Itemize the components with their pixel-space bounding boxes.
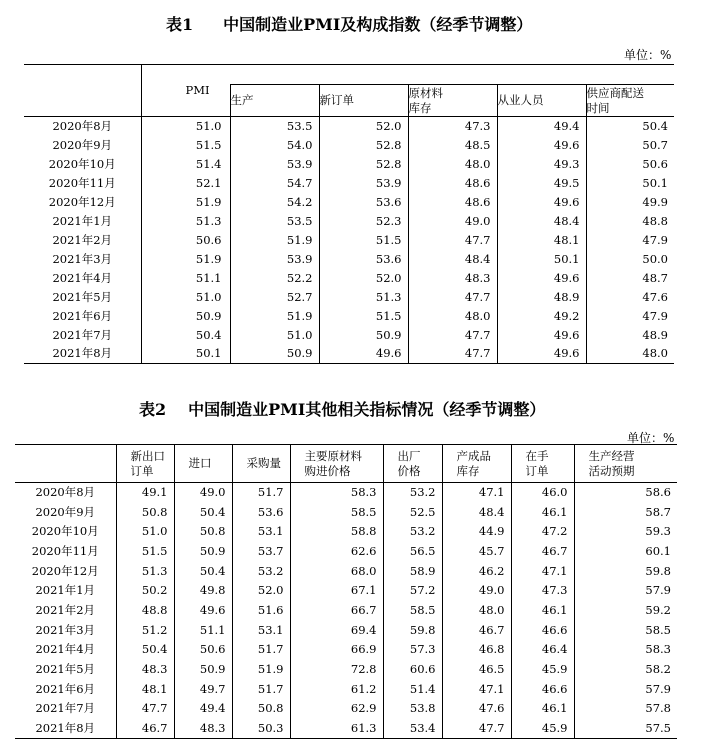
table-row (24, 326, 674, 345)
table-cell: 50.8 (174, 522, 232, 542)
table-cell: 53.5 (230, 117, 319, 136)
table-cell: 46.6 (511, 679, 574, 699)
table1-header-row-top (24, 65, 674, 85)
table-cell: 51.7 (232, 483, 290, 503)
column-header-line: 进口 (188, 456, 212, 470)
table-cell: 48.3 (116, 660, 174, 680)
table-cell: 51.3 (141, 212, 230, 231)
table-cell: 51.7 (232, 679, 290, 699)
table-cell: 52.1 (141, 174, 230, 193)
table-row (15, 581, 677, 601)
table-cell: 47.1 (442, 679, 511, 699)
table-cell: 50.8 (232, 699, 290, 719)
row-label: 2020年11月 (31, 543, 99, 558)
table-cell: 50.4 (141, 326, 230, 345)
row-label: 2021年4月 (52, 270, 113, 285)
column-header-line: 供应商配送 (586, 85, 644, 100)
table-cell: 53.2 (383, 483, 442, 503)
table-cell: 48.4 (442, 502, 511, 522)
table-cell: 49.7 (174, 679, 232, 699)
table-cell: 51.0 (230, 326, 319, 345)
table-cell: 47.1 (442, 483, 511, 503)
column-header-line: 时间 (586, 100, 610, 115)
table-cell: 47.7 (408, 288, 497, 307)
table-cell: 58.5 (383, 601, 442, 621)
table-cell: 53.8 (383, 699, 442, 719)
table-cell: 50.0 (586, 250, 674, 269)
table-cell: 48.6 (408, 174, 497, 193)
table-cell: 48.9 (497, 288, 586, 307)
table-cell: 61.2 (290, 679, 383, 699)
table2-title-text: 中国制造业PMI其他相关指标情况（经季节调整） (188, 400, 546, 419)
table-cell: 47.9 (586, 307, 674, 326)
table-row (24, 193, 674, 212)
column-header-line: 产成品 (456, 448, 491, 463)
table-cell: 47.3 (408, 117, 497, 136)
table-row (24, 288, 674, 307)
column-header (574, 445, 677, 483)
table-cell: 51.9 (230, 231, 319, 250)
table-cell: 50.9 (319, 326, 408, 345)
table-cell: 58.8 (290, 522, 383, 542)
table-cell: 48.8 (586, 212, 674, 231)
table-cell: 49.6 (174, 601, 232, 621)
table-cell: 46.7 (511, 542, 574, 562)
table-cell: 51.3 (319, 288, 408, 307)
column-header (383, 445, 442, 483)
table-row (15, 660, 677, 680)
table-cell: 50.9 (141, 307, 230, 326)
table-cell: 47.6 (586, 288, 674, 307)
column-header (230, 85, 319, 117)
table-cell: 51.9 (230, 307, 319, 326)
table-cell: 52.2 (230, 269, 319, 288)
table-cell: 52.7 (230, 288, 319, 307)
table-cell: 52.8 (319, 155, 408, 174)
table-cell: 52.8 (319, 136, 408, 155)
table-cell: 50.9 (174, 542, 232, 562)
row-label: 2021年7月 (35, 701, 96, 716)
column-header-line: 新出口 (130, 448, 165, 463)
table-cell: 48.4 (408, 250, 497, 269)
row-label: 2021年6月 (35, 681, 96, 696)
column-header-line: 主要原材料 (304, 448, 362, 463)
table-cell: 48.0 (586, 345, 674, 364)
table-cell: 51.4 (383, 679, 442, 699)
table-row (24, 136, 674, 155)
table-cell: 52.3 (319, 212, 408, 231)
table-cell: 52.0 (232, 581, 290, 601)
table-cell: 49.6 (497, 345, 586, 364)
column-header-line: 订单 (130, 463, 154, 478)
table-cell: 66.9 (290, 640, 383, 660)
table-cell: 58.5 (290, 502, 383, 522)
row-label: 2020年8月 (24, 117, 141, 136)
table-cell: 49.9 (586, 193, 674, 212)
table-row (24, 174, 674, 193)
table-cell: 51.1 (174, 620, 232, 640)
column-header-line: 库存 (456, 463, 480, 478)
table-cell: 48.0 (408, 307, 497, 326)
column-header-line: 库存 (408, 100, 432, 115)
table-cell: 46.4 (511, 640, 574, 660)
table-cell: 46.1 (511, 601, 574, 621)
table-cell: 58.3 (290, 483, 383, 503)
table-cell: 48.3 (408, 269, 497, 288)
table-cell: 46.2 (442, 561, 511, 581)
table-cell: 50.9 (174, 660, 232, 680)
table-cell: 51.9 (141, 250, 230, 269)
table-row (15, 483, 677, 503)
table-row (15, 640, 677, 660)
table-cell: 59.2 (574, 601, 677, 621)
table-cell: 51.0 (141, 117, 230, 136)
row-label: 2020年9月 (52, 137, 113, 152)
table-cell: 45.7 (442, 542, 511, 562)
table-cell: 47.3 (511, 581, 574, 601)
table-cell: 48.0 (442, 601, 511, 621)
table-cell: 49.6 (497, 136, 586, 155)
row-label: 2020年10月 (31, 524, 99, 539)
column-header-line: PMI (185, 83, 210, 97)
table1-title-number: 表1 (166, 15, 194, 34)
table-cell: 53.6 (319, 193, 408, 212)
table-cell: 59.8 (574, 561, 677, 581)
table-cell: 53.1 (232, 620, 290, 640)
row-label: 2020年12月 (48, 194, 116, 209)
row-label: 2021年7月 (52, 327, 113, 342)
row-label: 2021年2月 (35, 602, 96, 617)
table-cell: 46.6 (511, 620, 574, 640)
table-cell: 50.4 (586, 117, 674, 136)
column-header-line: 从业人员 (497, 93, 544, 107)
table-cell: 49.1 (116, 483, 174, 503)
table-cell: 53.2 (232, 561, 290, 581)
table-cell: 50.4 (116, 640, 174, 660)
column-header (586, 85, 674, 117)
column-header (116, 445, 174, 483)
table-cell: 50.6 (174, 640, 232, 660)
table-cell: 57.8 (574, 699, 677, 719)
row-label: 2020年8月 (15, 483, 116, 503)
table-cell: 69.4 (290, 620, 383, 640)
table-row (24, 307, 674, 326)
row-label: 2021年6月 (52, 308, 113, 323)
column-header-line: 订单 (525, 463, 549, 478)
table-cell: 51.9 (141, 193, 230, 212)
row-label: 2021年1月 (52, 213, 113, 228)
table2-header-row (15, 445, 677, 483)
row-label: 2021年1月 (35, 583, 96, 598)
table-cell: 50.4 (174, 502, 232, 522)
table-cell: 50.4 (174, 561, 232, 581)
table-cell: 51.5 (116, 542, 174, 562)
table-cell: 50.3 (232, 719, 290, 739)
column-header-line: 采购量 (246, 456, 281, 470)
table-cell: 53.1 (232, 522, 290, 542)
table-cell: 59.8 (383, 620, 442, 640)
table-cell: 51.4 (141, 155, 230, 174)
table-cell: 51.6 (232, 601, 290, 621)
column-header (442, 445, 511, 483)
table-cell: 72.8 (290, 660, 383, 680)
table-cell: 57.2 (383, 581, 442, 601)
column-header (232, 445, 290, 483)
row-label: 2021年8月 (15, 719, 116, 739)
table-cell: 56.5 (383, 542, 442, 562)
column-header (511, 445, 574, 483)
table-cell: 49.6 (497, 269, 586, 288)
table-cell: 49.6 (497, 193, 586, 212)
table-cell: 49.4 (497, 117, 586, 136)
table-cell: 44.9 (442, 522, 511, 542)
table-cell: 50.1 (586, 174, 674, 193)
column-header-line: 生产 (230, 93, 254, 107)
table-row (15, 601, 677, 621)
column-header-line: 在手 (525, 448, 549, 463)
table-cell: 58.3 (574, 640, 677, 660)
table-cell: 46.7 (116, 719, 174, 739)
table-cell: 49.4 (174, 699, 232, 719)
table-cell: 60.6 (383, 660, 442, 680)
table-row (24, 269, 674, 288)
table-cell: 50.1 (497, 250, 586, 269)
column-header-line: 生产经营 (588, 448, 635, 463)
table-cell: 52.0 (319, 117, 408, 136)
table-cell: 59.3 (574, 522, 677, 542)
table-cell: 60.1 (574, 542, 677, 562)
table-cell: 50.9 (230, 345, 319, 364)
table-cell: 66.7 (290, 601, 383, 621)
table-cell: 49.0 (442, 581, 511, 601)
table1 (24, 64, 674, 364)
table-cell: 50.6 (141, 231, 230, 250)
table-cell: 49.6 (319, 345, 408, 364)
table-row (15, 699, 677, 719)
table-cell: 50.2 (116, 581, 174, 601)
table-cell: 46.1 (511, 502, 574, 522)
table-row (24, 117, 674, 136)
table-cell: 48.3 (174, 719, 232, 739)
table-cell: 51.9 (232, 660, 290, 680)
table-cell: 45.9 (511, 719, 574, 739)
table-cell: 47.6 (442, 699, 511, 719)
table-cell: 58.7 (574, 502, 677, 522)
table-cell: 51.7 (232, 640, 290, 660)
table-row (24, 250, 674, 269)
table-cell: 68.0 (290, 561, 383, 581)
table-cell: 57.9 (574, 679, 677, 699)
row-label: 2021年5月 (35, 662, 96, 677)
table-cell: 49.3 (497, 155, 586, 174)
column-header-line: 活动预期 (588, 463, 635, 478)
row-label: 2020年12月 (31, 563, 99, 578)
table-row (15, 679, 677, 699)
table-cell: 51.5 (319, 307, 408, 326)
table-cell: 53.2 (383, 522, 442, 542)
table-cell: 54.2 (230, 193, 319, 212)
column-header (290, 445, 383, 483)
table-cell: 51.2 (116, 620, 174, 640)
table-row (15, 719, 677, 739)
table-cell: 50.1 (141, 345, 230, 364)
table-cell: 62.6 (290, 542, 383, 562)
row-label: 2021年3月 (52, 251, 113, 266)
table-cell: 62.9 (290, 699, 383, 719)
table-cell: 52.5 (383, 502, 442, 522)
table-cell: 46.5 (442, 660, 511, 680)
table-cell: 58.6 (574, 483, 677, 503)
table-cell: 51.0 (116, 522, 174, 542)
header-corner (15, 445, 116, 483)
table-cell: 49.0 (408, 212, 497, 231)
table-cell: 58.5 (574, 620, 677, 640)
table-cell: 67.1 (290, 581, 383, 601)
column-header-line: 新订单 (319, 93, 354, 107)
table-cell: 53.9 (230, 155, 319, 174)
column-header (497, 85, 586, 117)
table-cell: 51.5 (319, 231, 408, 250)
table-cell: 50.7 (586, 136, 674, 155)
table-cell: 48.5 (408, 136, 497, 155)
column-header-line: 价格 (397, 463, 421, 478)
row-label: 2021年2月 (52, 232, 113, 247)
table-cell: 46.7 (442, 620, 511, 640)
table-row (24, 155, 674, 174)
table-cell: 53.5 (230, 212, 319, 231)
row-label: 2021年8月 (24, 345, 141, 364)
table-cell: 46.8 (442, 640, 511, 660)
table-cell: 48.4 (497, 212, 586, 231)
table-cell: 51.1 (141, 269, 230, 288)
table2-title-number: 表2 (139, 400, 167, 419)
table-cell: 48.7 (586, 269, 674, 288)
table-cell: 46.1 (511, 699, 574, 719)
table-row (15, 620, 677, 640)
table-cell: 61.3 (290, 719, 383, 739)
row-label: 2021年4月 (35, 642, 96, 657)
table2 (15, 444, 677, 739)
row-label: 2020年10月 (48, 156, 116, 171)
table-cell: 52.0 (319, 269, 408, 288)
table-row (15, 502, 677, 522)
table-cell: 48.1 (116, 679, 174, 699)
row-label: 2021年3月 (35, 622, 96, 637)
table-cell: 48.1 (497, 231, 586, 250)
header-corner (24, 65, 141, 117)
table-cell: 47.7 (442, 719, 511, 739)
table-cell: 48.0 (408, 155, 497, 174)
table2-unit: 单位：% (627, 431, 675, 445)
table-cell: 53.7 (232, 542, 290, 562)
table-cell: 57.9 (574, 581, 677, 601)
table-cell: 53.6 (232, 502, 290, 522)
table-row (15, 542, 677, 562)
table-cell: 49.8 (174, 581, 232, 601)
table-cell: 47.7 (408, 345, 497, 364)
table-cell: 49.2 (497, 307, 586, 326)
table-cell: 48.6 (408, 193, 497, 212)
table-cell: 50.8 (116, 502, 174, 522)
row-label: 2020年11月 (48, 175, 116, 190)
column-header-line: 原材料 (408, 85, 443, 100)
table-cell: 47.9 (586, 231, 674, 250)
table1-title (166, 12, 532, 35)
table-cell: 46.0 (511, 483, 574, 503)
table-cell: 51.3 (116, 561, 174, 581)
table-cell: 47.7 (408, 326, 497, 345)
table-cell: 50.6 (586, 155, 674, 174)
table-cell: 49.0 (174, 483, 232, 503)
table-cell: 51.0 (141, 288, 230, 307)
table-row (24, 231, 674, 250)
row-label: 2020年9月 (35, 504, 96, 519)
table-cell: 48.8 (116, 601, 174, 621)
table-cell: 47.7 (408, 231, 497, 250)
column-header (408, 85, 497, 117)
table-cell: 48.9 (586, 326, 674, 345)
table-cell: 51.5 (141, 136, 230, 155)
column-header-line: 购进价格 (304, 463, 351, 478)
table-cell: 53.9 (319, 174, 408, 193)
table-cell: 49.5 (497, 174, 586, 193)
column-header (174, 445, 232, 483)
table-cell: 53.6 (319, 250, 408, 269)
table-cell: 54.0 (230, 136, 319, 155)
row-label: 2021年5月 (52, 289, 113, 304)
table-cell: 49.6 (497, 326, 586, 345)
table1-title-text: 中国制造业PMI及构成指数（经季节调整） (223, 15, 533, 34)
table-cell: 53.9 (230, 250, 319, 269)
column-header-line: 出厂 (397, 448, 421, 463)
table-cell: 45.9 (511, 660, 574, 680)
table-cell: 53.4 (383, 719, 442, 739)
table-cell: 58.2 (574, 660, 677, 680)
table-cell: 47.2 (511, 522, 574, 542)
table-row (24, 212, 674, 231)
table-cell: 47.7 (116, 699, 174, 719)
table-row (15, 522, 677, 542)
table-row (24, 345, 674, 364)
table-cell: 54.7 (230, 174, 319, 193)
table-row (15, 561, 677, 581)
table1-unit: 单位：% (624, 48, 672, 62)
table-cell: 47.1 (511, 561, 574, 581)
table-cell: 57.3 (383, 640, 442, 660)
column-header-pmi (141, 65, 230, 117)
table-cell: 57.5 (574, 719, 677, 739)
column-header (319, 85, 408, 117)
table-cell: 58.9 (383, 561, 442, 581)
table2-title (139, 397, 545, 420)
